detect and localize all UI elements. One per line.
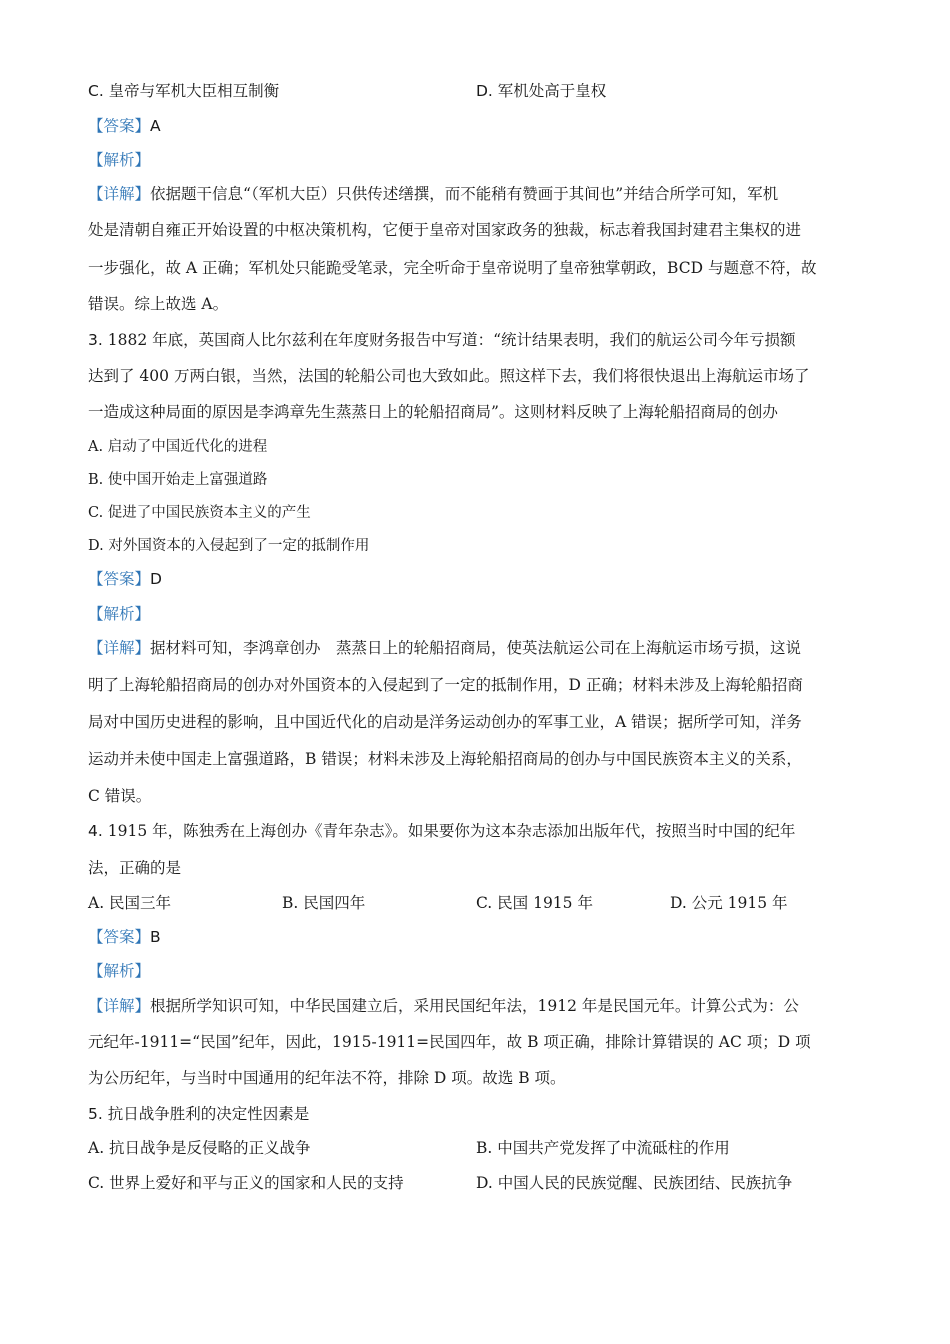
q4-stem-line-1: [88, 820, 878, 842]
q4-detail-line-3: 为公历纪年，与当时中国通用的纪年法不符，排除 D 项。故选 B 项。: [88, 1069, 566, 1087]
q3-answer: [88, 568, 878, 590]
q4-option-a: A. 民国三年: [88, 894, 172, 912]
q2-option-c: C. 皇帝与军机大臣相互制衡: [88, 82, 280, 100]
q3-stem-line-2: 达到了 400 万两白银，当然，法国的轮船公司也大致如此。照这样下去，我们将很快退出上海航运市场了: [88, 367, 810, 385]
q2-analysis-label: 【解析】: [88, 151, 151, 169]
answer-label: 【答案】: [88, 928, 151, 946]
q3-option-b: B. 使中国开始走上富强道路: [88, 472, 268, 488]
q5-option-a: A. 抗日战争是反侵略的正义战争: [88, 1139, 311, 1157]
question-number: 4.: [88, 822, 103, 840]
q3-stem-line-1: [88, 329, 878, 351]
q3-option-a: A. 启动了中国近代化的进程: [88, 439, 268, 455]
q4-option-d: D. 公元 1915 年: [670, 894, 788, 912]
question-number: 3.: [88, 331, 103, 349]
q3-stem-line-3: 一造成这种局面的原因是李鸿章先生蒸蒸日上的轮船招商局”。这则材料反映了上海轮船招商局的创办: [88, 403, 778, 421]
q4-answer: [88, 926, 878, 948]
q4-analysis-label: 【解析】: [88, 962, 151, 980]
q4-detail-line-1: [88, 995, 878, 1017]
q2-detail-line-1: [88, 183, 878, 205]
answer-value: D: [150, 570, 162, 588]
detail-text: 根据所学知识可知，中华民国建立后，采用民国纪年法，1912 年是民国元年。计算公式为：公: [150, 997, 799, 1015]
q4-option-c: C. 民国 1915 年: [476, 894, 593, 912]
q5-option-b: B. 中国共产党发挥了中流砥柱的作用: [476, 1139, 730, 1157]
detail-label: 【详解】: [88, 639, 151, 657]
detail-text: 依据题干信息“（军机大臣）只供传述缮撰，而不能稍有赞画于其间也”并结合所学可知，军机: [150, 185, 779, 203]
answer-label: 【答案】: [88, 570, 151, 588]
q5-stem: [88, 1103, 878, 1125]
detail-text: 据材料可知，李鸿章创办 蒸蒸日上的轮船招商局，使英法航运公司在上海航运市场亏损，这说: [150, 639, 802, 657]
q3-option-c: C. 促进了中国民族资本主义的产生: [88, 505, 311, 521]
q3-option-d: D. 对外国资本的入侵起到了一定的抵制作用: [88, 538, 370, 554]
stem-text: 1882 年底，英国商人比尔兹利在年度财务报告中写道：“统计结果表明，我们的航运公司今年亏损额: [107, 331, 796, 349]
q4-option-b: B. 民国四年: [282, 894, 366, 912]
q3-detail-line-4: 运动并未使中国走上富强道路，B 错误；材料未涉及上海轮船招商局的创办与中国民族资本主义的关系，: [88, 750, 802, 768]
q2-detail-line-4: 错误。综上故选 A。: [88, 295, 229, 313]
q3-detail-line-2: 明了上海轮船招商局的创办对外国资本的入侵起到了一定的抵制作用，D 正确；材料未涉及上海轮船招商: [88, 676, 803, 694]
answer-label: 【答案】: [88, 117, 151, 135]
q3-detail-line-5: C 错误。: [88, 787, 152, 805]
q4-detail-line-2: 元纪年-1911=“民国”纪年，因此，1915-1911=民国四年，故 B 项正确，排除计算错误的 AC 项；D 项: [88, 1033, 811, 1051]
answer-value: A: [150, 117, 161, 135]
stem-text: 抗日战争胜利的决定性因素是: [107, 1105, 310, 1123]
q2-option-d: D. 军机处高于皇权: [476, 82, 607, 100]
stem-text: 1915 年，陈独秀在上海创办《青年杂志》。如果要你为这本杂志添加出版年代，按照当时中国的纪年: [107, 822, 796, 840]
q2-answer: [88, 115, 878, 137]
q2-detail-line-3: 一步强化，故 A 正确；军机处只能跪受笔录，完全听命于皇帝说明了皇帝独掌朝政，BCD 与题意不符，故: [88, 259, 817, 277]
q5-option-c: C. 世界上爱好和平与正义的国家和人民的支持: [88, 1174, 404, 1192]
q3-detail-line-3: 局对中国历史进程的影响，且中国近代化的启动是洋务运动创办的军事工业，A 错误；据所学可知，洋务: [88, 713, 802, 731]
q3-detail-line-1: [88, 637, 878, 659]
detail-label: 【详解】: [88, 185, 151, 203]
q3-analysis-label: 【解析】: [88, 605, 151, 623]
q2-detail-line-2: 处是清朝自雍正开始设置的中枢决策机构，它便于皇帝对国家政务的独裁，标志着我国封建君主集权的进: [88, 221, 802, 239]
detail-label: 【详解】: [88, 997, 151, 1015]
q5-option-d: D. 中国人民的民族觉醒、民族团结、民族抗争: [476, 1174, 793, 1192]
q4-stem-line-2: 法，正确的是: [88, 859, 182, 877]
question-number: 5.: [88, 1105, 103, 1123]
answer-value: B: [150, 928, 161, 946]
